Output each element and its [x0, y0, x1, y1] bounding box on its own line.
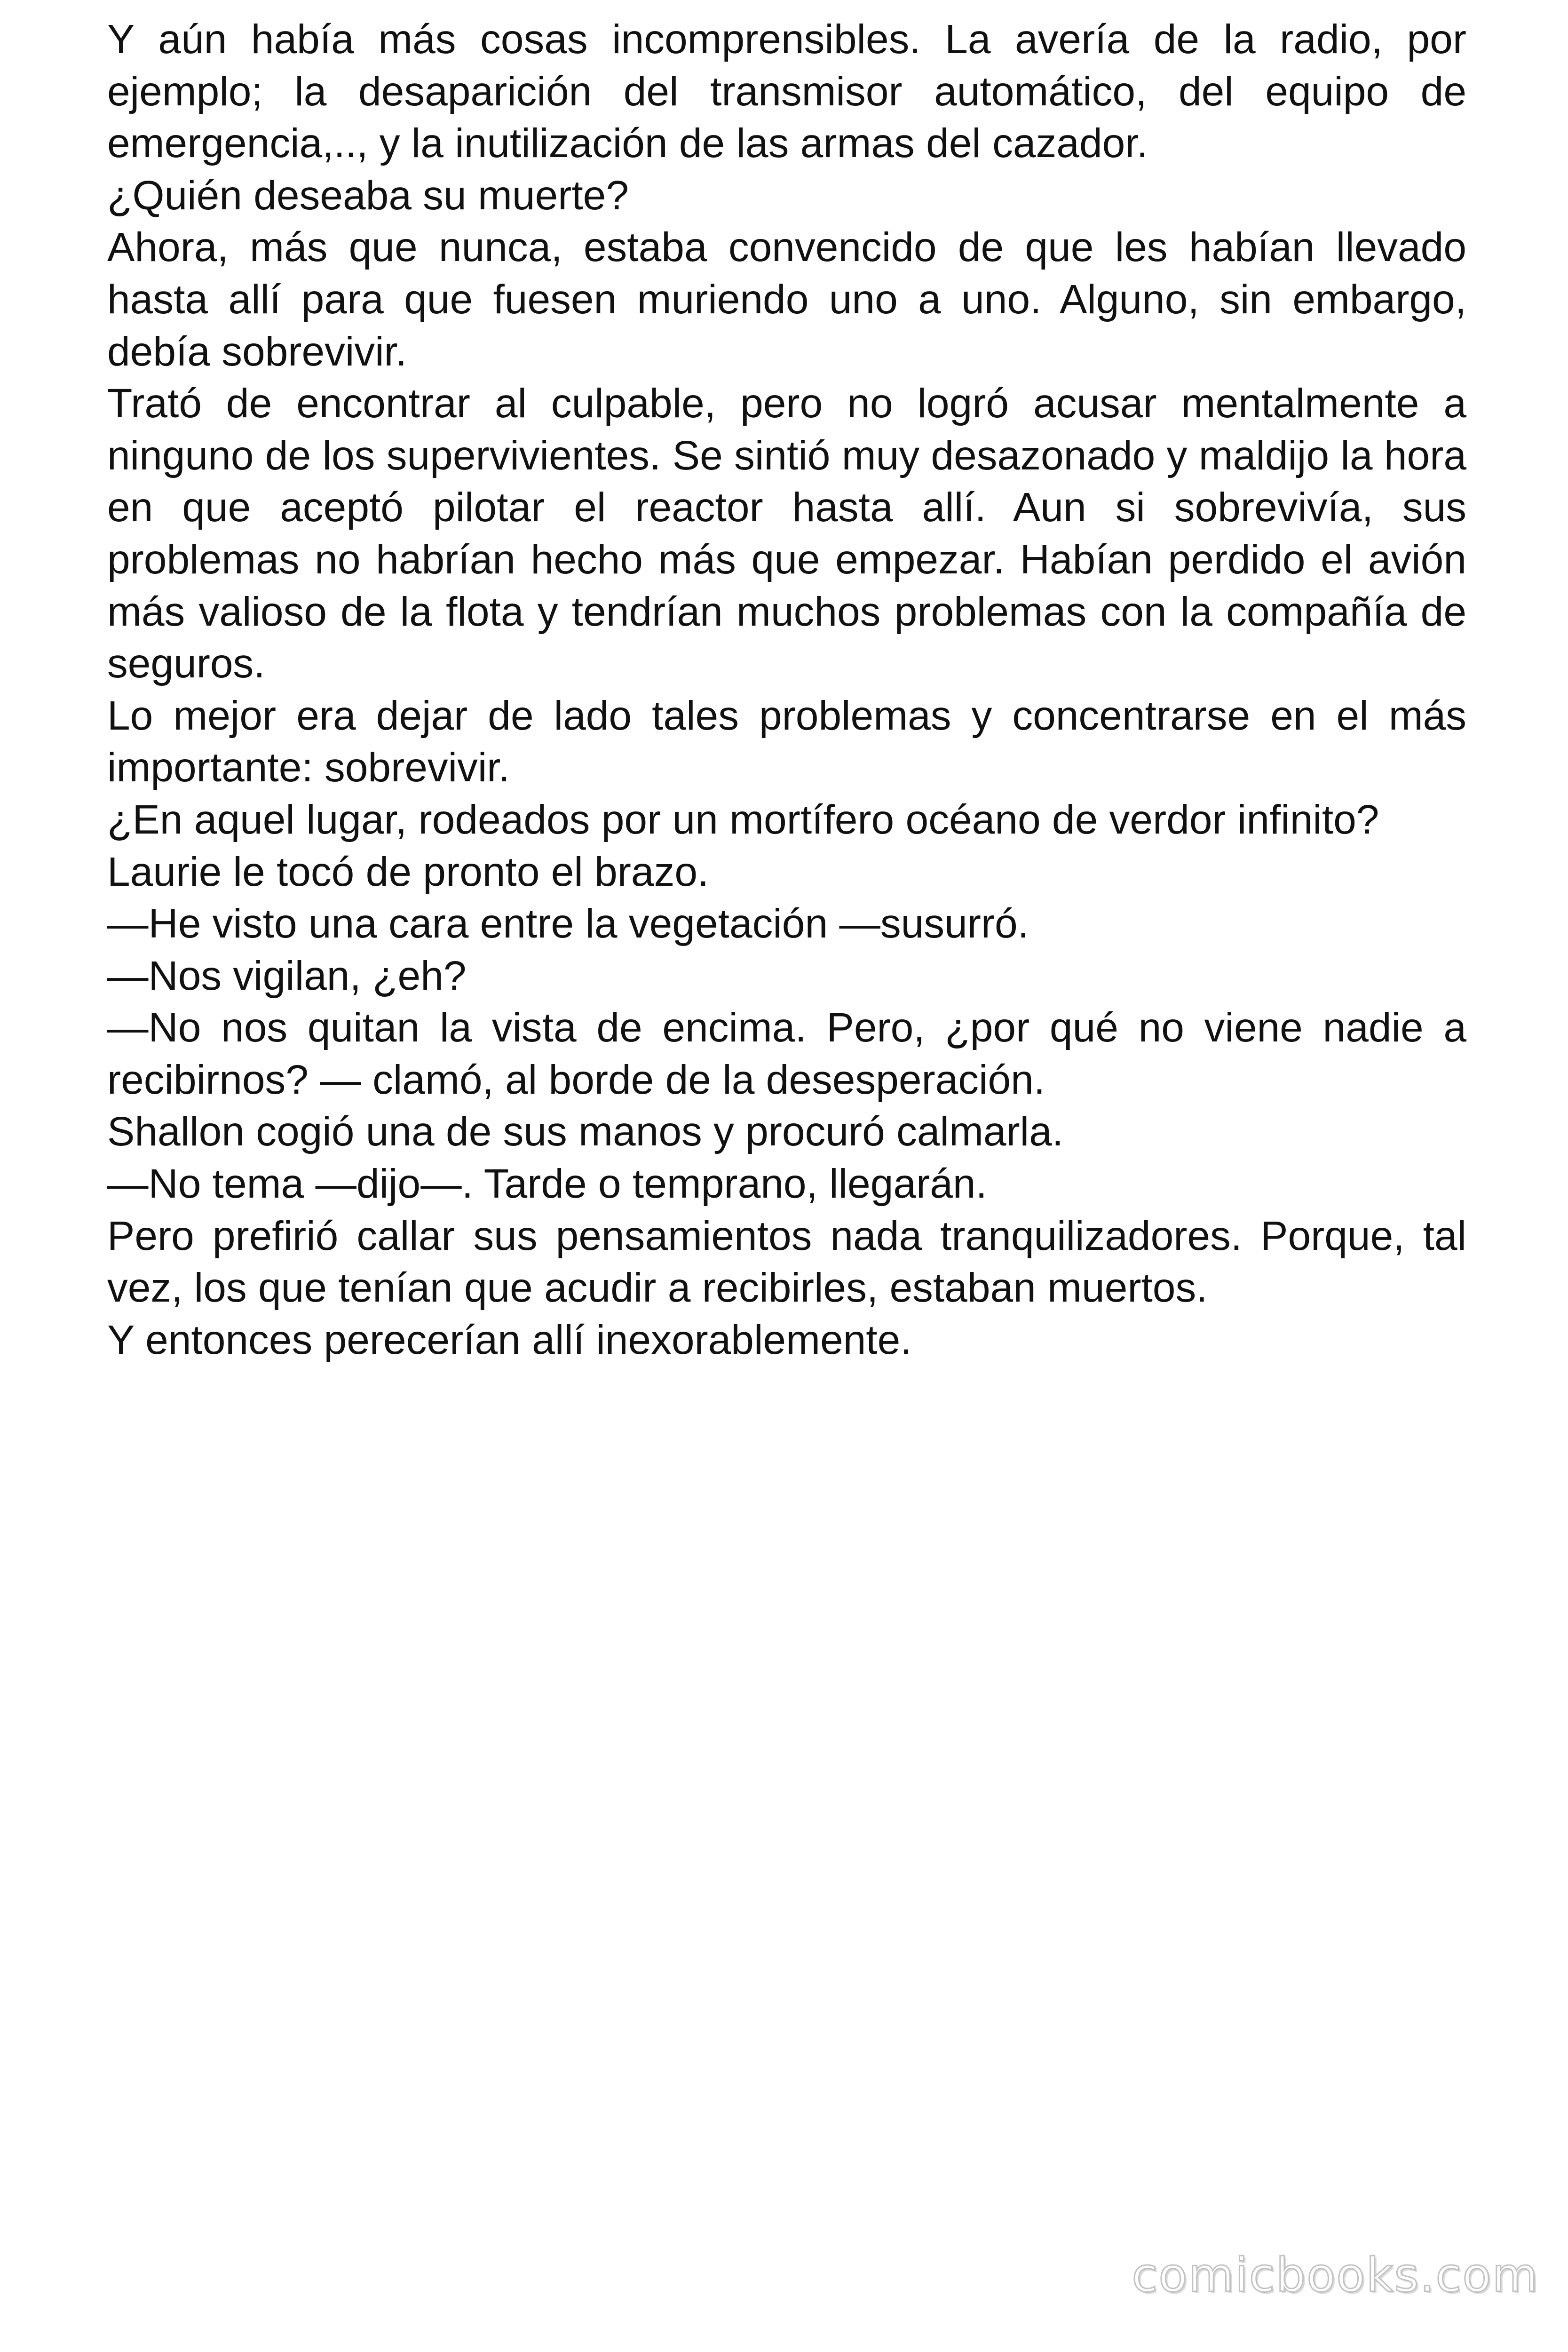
paragraph: —He visto una cara entre la vegetación —susurró. — [107, 900, 1029, 947]
paragraph: —No tema —dijo—. Tarde o temprano, llegarán. — [107, 1160, 987, 1207]
body-text — [107, 13, 1466, 1366]
paragraph: Laurie le tocó de pronto el brazo. — [107, 848, 709, 895]
paragraph: Y aún había más cosas incomprensibles. La avería de la radio, por ejemplo; la desaparición del transmisor automático, del equipo de emergencia,.., y la inutilización de las armas del cazador. — [107, 16, 1466, 167]
watermark: comicbooks.com — [1132, 2248, 1539, 2303]
paragraph: —Nos vigilan, ¿eh? — [107, 952, 467, 999]
paragraph: Ahora, más que nunca, estaba convencido de que les habían llevado hasta allí para que fuesen muriendo uno a uno. Alguno, sin embargo, debía sobrevivir. — [107, 224, 1466, 374]
paragraph: Trató de encontrar al culpable, pero no logró acusar mentalmente a ninguno de los supervivientes. Se sintió muy desazonado y maldijo la hora en que aceptó pilotar el reactor hasta allí. Aun si sobrevivía, sus problemas no habrían hecho más que empezar. Habían perdido el avión más valioso de la flota y tendrían muchos problemas con la compañía de seguros. — [107, 380, 1466, 687]
paragraph: Y entonces perecerían allí inexorablemente. — [107, 1316, 912, 1363]
paragraph: Lo mejor era dejar de lado tales problemas y concentrarse en el más importante: sobrevivir. — [107, 692, 1466, 791]
paragraph: Pero prefirió callar sus pensamientos nada tranquilizadores. Porque, tal vez, los que tenían que acudir a recibirles, estaban muertos. — [107, 1212, 1466, 1311]
paragraph: Shallon cogió una de sus manos y procuró calmarla. — [107, 1108, 1064, 1155]
paragraph: ¿Quién deseaba su muerte? — [107, 172, 629, 218]
paragraph: —No nos quitan la vista de encima. Pero, ¿por qué no viene nadie a recibirnos? — clamó, al borde de la desesperación. — [107, 1004, 1466, 1103]
paragraph: ¿En aquel lugar, rodeados por un mortífero océano de verdor infinito? — [107, 796, 1379, 842]
